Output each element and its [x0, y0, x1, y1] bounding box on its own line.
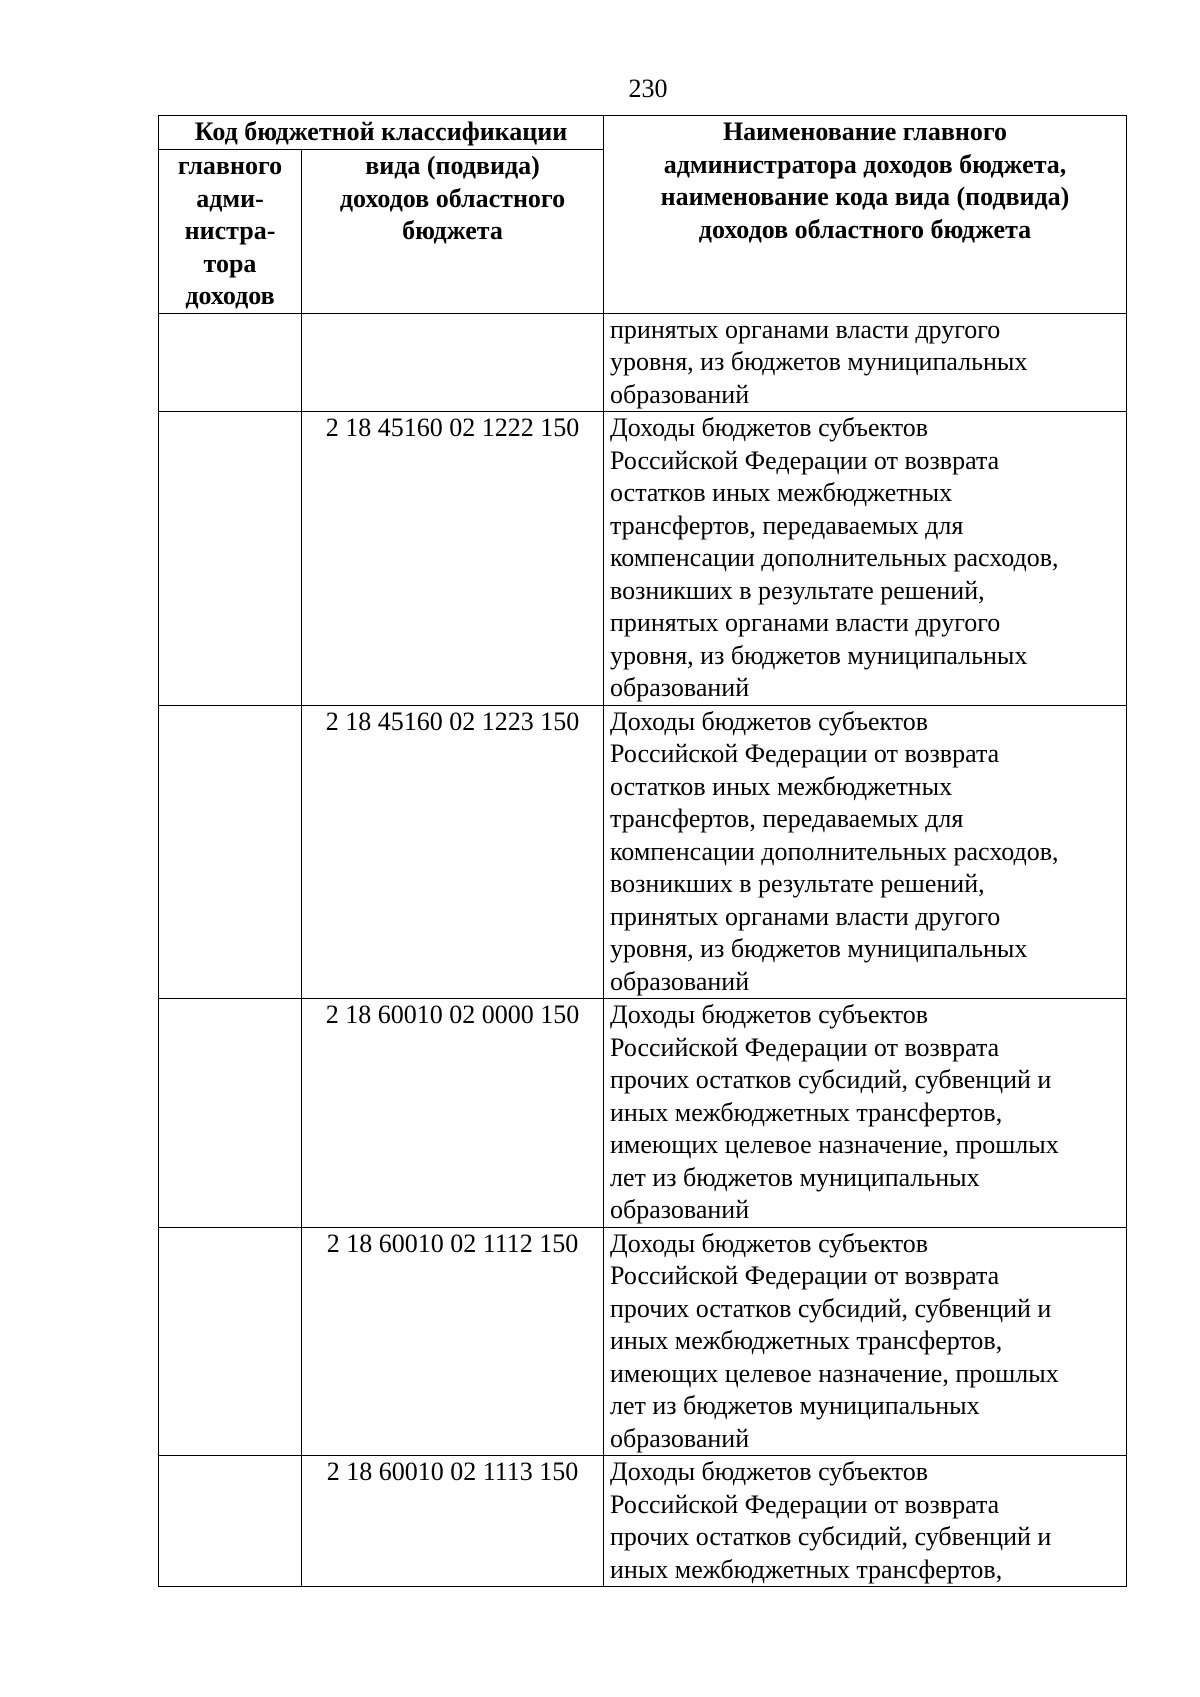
header-name-line: наименование кода вида (подвида) [660, 182, 1070, 211]
header-name-line: Наименование главного [722, 117, 1008, 146]
income-name-line: трансфертов, передаваемых для [610, 510, 964, 540]
header-type-line: доходов областного [339, 183, 566, 213]
income-name-line: иных межбюджетных трансфертов, [610, 1326, 1003, 1355]
admin-code-cell [159, 412, 302, 706]
admin-code-cell [159, 1227, 302, 1456]
income-name-line: возникших в результате решений, [610, 869, 985, 898]
income-name-line: иных межбюджетных трансфертов, [610, 1097, 1003, 1127]
income-name-line: принятых органами власти другого [610, 314, 1001, 344]
table-row [159, 1227, 1127, 1456]
income-name-line: компенсации дополнительных расходов, [610, 836, 1059, 866]
income-name-line: уровня, из бюджетов муниципальных [610, 640, 1028, 670]
income-name-line: образований [610, 379, 750, 409]
income-name-line: остатков иных межбюджетных [610, 771, 953, 801]
header-admin-line: доходов [185, 281, 275, 310]
table-row [159, 705, 1127, 999]
income-type-code-cell: 2 18 60010 02 0000 150 [302, 999, 604, 1228]
header-type-line: бюджета [402, 216, 503, 245]
page-number: 230 [628, 74, 668, 103]
table-body [159, 313, 1127, 1587]
header-name-column [604, 116, 1127, 314]
income-name-line: остатков иных межбюджетных [610, 478, 953, 507]
budget-classification-table [158, 115, 1127, 1587]
income-name-line: имеющих целевое назначение, прошлых [610, 1130, 1059, 1159]
income-name-cell [604, 1227, 1127, 1456]
income-name-cell [604, 313, 1127, 412]
header-admin-line: нистра- [184, 216, 276, 245]
income-name-line: Российской Федерации от возврата [610, 739, 1000, 768]
income-name-cell [604, 705, 1127, 999]
income-name-line: Доходы бюджетов субъектов [610, 413, 929, 442]
header-classification-code: Код бюджетной классификации [159, 116, 604, 150]
income-name-line: принятых органами власти другого [610, 608, 1001, 637]
income-name-line: Доходы бюджетов субъектов [610, 706, 929, 736]
income-name-line: уровня, из бюджетов муниципальных [610, 347, 1028, 376]
income-name-line: образований [610, 1195, 750, 1224]
income-type-code-cell: 2 18 60010 02 1112 150 [302, 1227, 604, 1456]
income-name-line: Российской Федерации от возврата [610, 1032, 1000, 1062]
header-admin-line: главного [177, 151, 283, 180]
income-type-code-cell: 2 18 45160 02 1223 150 [302, 705, 604, 999]
income-name-cell [604, 412, 1127, 706]
income-name-line: лет из бюджетов муниципальных [610, 1162, 980, 1192]
header-name-line: администратора доходов бюджета, [663, 149, 1067, 179]
income-name-line: принятых органами власти другого [610, 901, 1001, 931]
income-name-line: Доходы бюджетов субъектов [610, 1000, 929, 1029]
income-name-line: образований [610, 966, 750, 996]
header-type-column [302, 150, 604, 314]
admin-code-cell [159, 705, 302, 999]
income-name-line: прочих остатков субсидий, субвенций и [610, 1293, 1052, 1323]
income-name-cell [604, 999, 1127, 1228]
table-header [159, 116, 1127, 314]
table-row [159, 412, 1127, 706]
income-name-line: лет из бюджетов муниципальных [610, 1391, 980, 1420]
table-row [159, 1456, 1127, 1587]
header-admin-line: адми- [196, 183, 264, 213]
income-name-line: прочих остатков субсидий, субвенций и [610, 1522, 1052, 1551]
income-name-line: образований [610, 673, 750, 702]
income-name-line: образований [610, 1423, 750, 1453]
income-name-line: прочих остатков субсидий, субвенций и [610, 1065, 1052, 1094]
income-name-line: Доходы бюджетов субъектов [610, 1457, 929, 1486]
income-name-line: уровня, из бюджетов муниципальных [610, 934, 1028, 963]
admin-code-cell [159, 1456, 302, 1587]
income-name-line: Российской Федерации от возврата [610, 1489, 1000, 1519]
table-row [159, 999, 1127, 1228]
income-name-line: Доходы бюджетов субъектов [610, 1228, 929, 1258]
admin-code-cell [159, 999, 302, 1228]
header-admin-line: тора [203, 248, 257, 278]
header-type-line: вида (подвида) [365, 151, 540, 180]
income-name-line: иных межбюджетных трансфертов, [610, 1554, 1003, 1584]
income-name-line: Российской Федерации от возврата [610, 445, 1000, 475]
income-name-line: имеющих целевое назначение, прошлых [610, 1358, 1059, 1388]
header-name-line: доходов областного бюджета [698, 214, 1032, 244]
income-type-code-cell: 2 18 60010 02 1113 150 [302, 1456, 604, 1587]
income-name-cell [604, 1456, 1127, 1587]
income-type-code-cell [302, 313, 604, 412]
table-row [159, 313, 1127, 412]
income-type-code-cell: 2 18 45160 02 1222 150 [302, 412, 604, 706]
income-name-line: Российской Федерации от возврата [610, 1261, 1000, 1290]
income-name-line: трансфертов, передаваемых для [610, 804, 964, 833]
header-admin-column [159, 150, 302, 314]
income-name-line: возникших в результате решений, [610, 575, 985, 605]
admin-code-cell [159, 313, 302, 412]
income-name-line: компенсации дополнительных расходов, [610, 543, 1059, 572]
